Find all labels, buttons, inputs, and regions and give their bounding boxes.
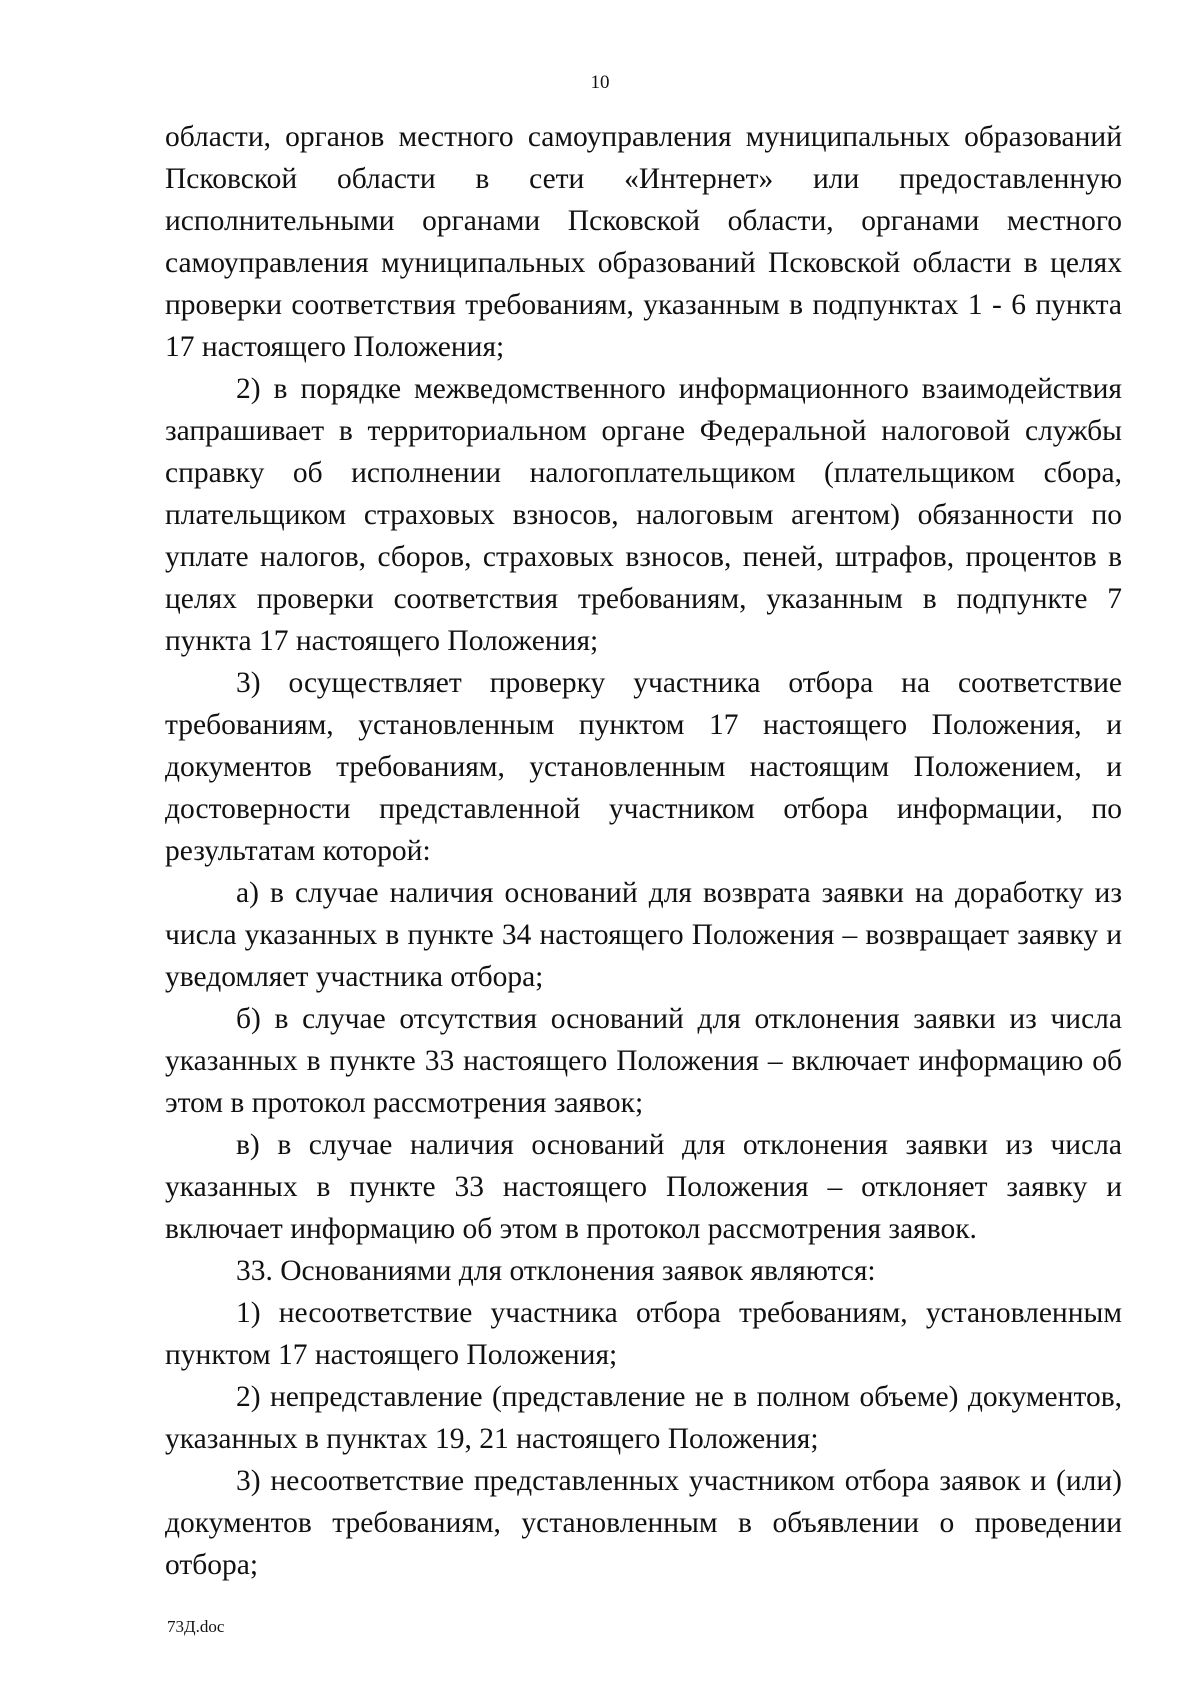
paragraph-ground-2: 2) непредставление (представление не в полном объеме) документов, указанных в пунктах 19, 21 настоящего Положения; (165, 1381, 1122, 1455)
paragraph-ground-3: 3) несоответствие представленных участником отбора заявок и (или) документов требованиям, установленным в объявлении о проведении отбора; (165, 1465, 1122, 1581)
paragraph-item-2-interagency-request: 2) в порядке межведомственного информационного взаимодействия запрашивает в территориальном органе Федеральной налоговой службы справку об исполнении налогоплательщиком (плательщиком сбора, плательщиком страховых взносов, налоговым агентом) обязанности по уплате налогов, сборов, страховых взносов, пеней, штрафов, процентов в целях проверки соответствия требованиям, указанным в подпункте 7 пункта 17 настоящего Положения; (165, 373, 1122, 657)
paragraph-ground-1: 1) несоответствие участника отбора требованиям, установленным пунктом 17 настоящего Положения; (165, 1297, 1122, 1371)
document-body (165, 116, 1122, 1586)
paragraph-intro-continuation: области, органов местного самоуправления муниципальных образований Псковской области в сети «Интернет» или предоставленную исполнительными органами Псковской области, органами местного самоуправления муниципальных образований Псковской области в целях проверки соответствия требованиям, указанным в подпунктах 1 - 6 пункта 17 настоящего Положения; (165, 121, 1122, 363)
paragraph-subitem-v-rejection: в) в случае наличия оснований для отклонения заявки из числа указанных в пункте 33 настоящего Положения – отклоняет заявку и включает информацию об этом в протокол рассмотрения заявок. (165, 1129, 1122, 1245)
file-name-footer: 73Д.doc (167, 1617, 225, 1636)
paragraph-subitem-a-return: а) в случае наличия оснований для возврата заявки на доработку из числа указанных в пункте 34 настоящего Положения – возвращает заявку и уведомляет участника отбора; (165, 877, 1122, 993)
page-number: 10 (590, 72, 610, 93)
paragraph-subitem-b-no-rejection: б) в случае отсутствия оснований для отклонения заявки из числа указанных в пункте 33 настоящего Положения – включает информацию об этом в протокол рассмотрения заявок; (165, 1003, 1122, 1119)
paragraph-item-3-verification: 3) осуществляет проверку участника отбора на соответствие требованиям, установленным пунктом 17 настоящего Положения, и документов требованиям, установленным настоящим Положением, и достоверности представленной участником отбора информации, по результатам которой: (165, 667, 1122, 867)
paragraph-section-33-heading: 33. Основаниями для отклонения заявок являются: (236, 1255, 876, 1287)
